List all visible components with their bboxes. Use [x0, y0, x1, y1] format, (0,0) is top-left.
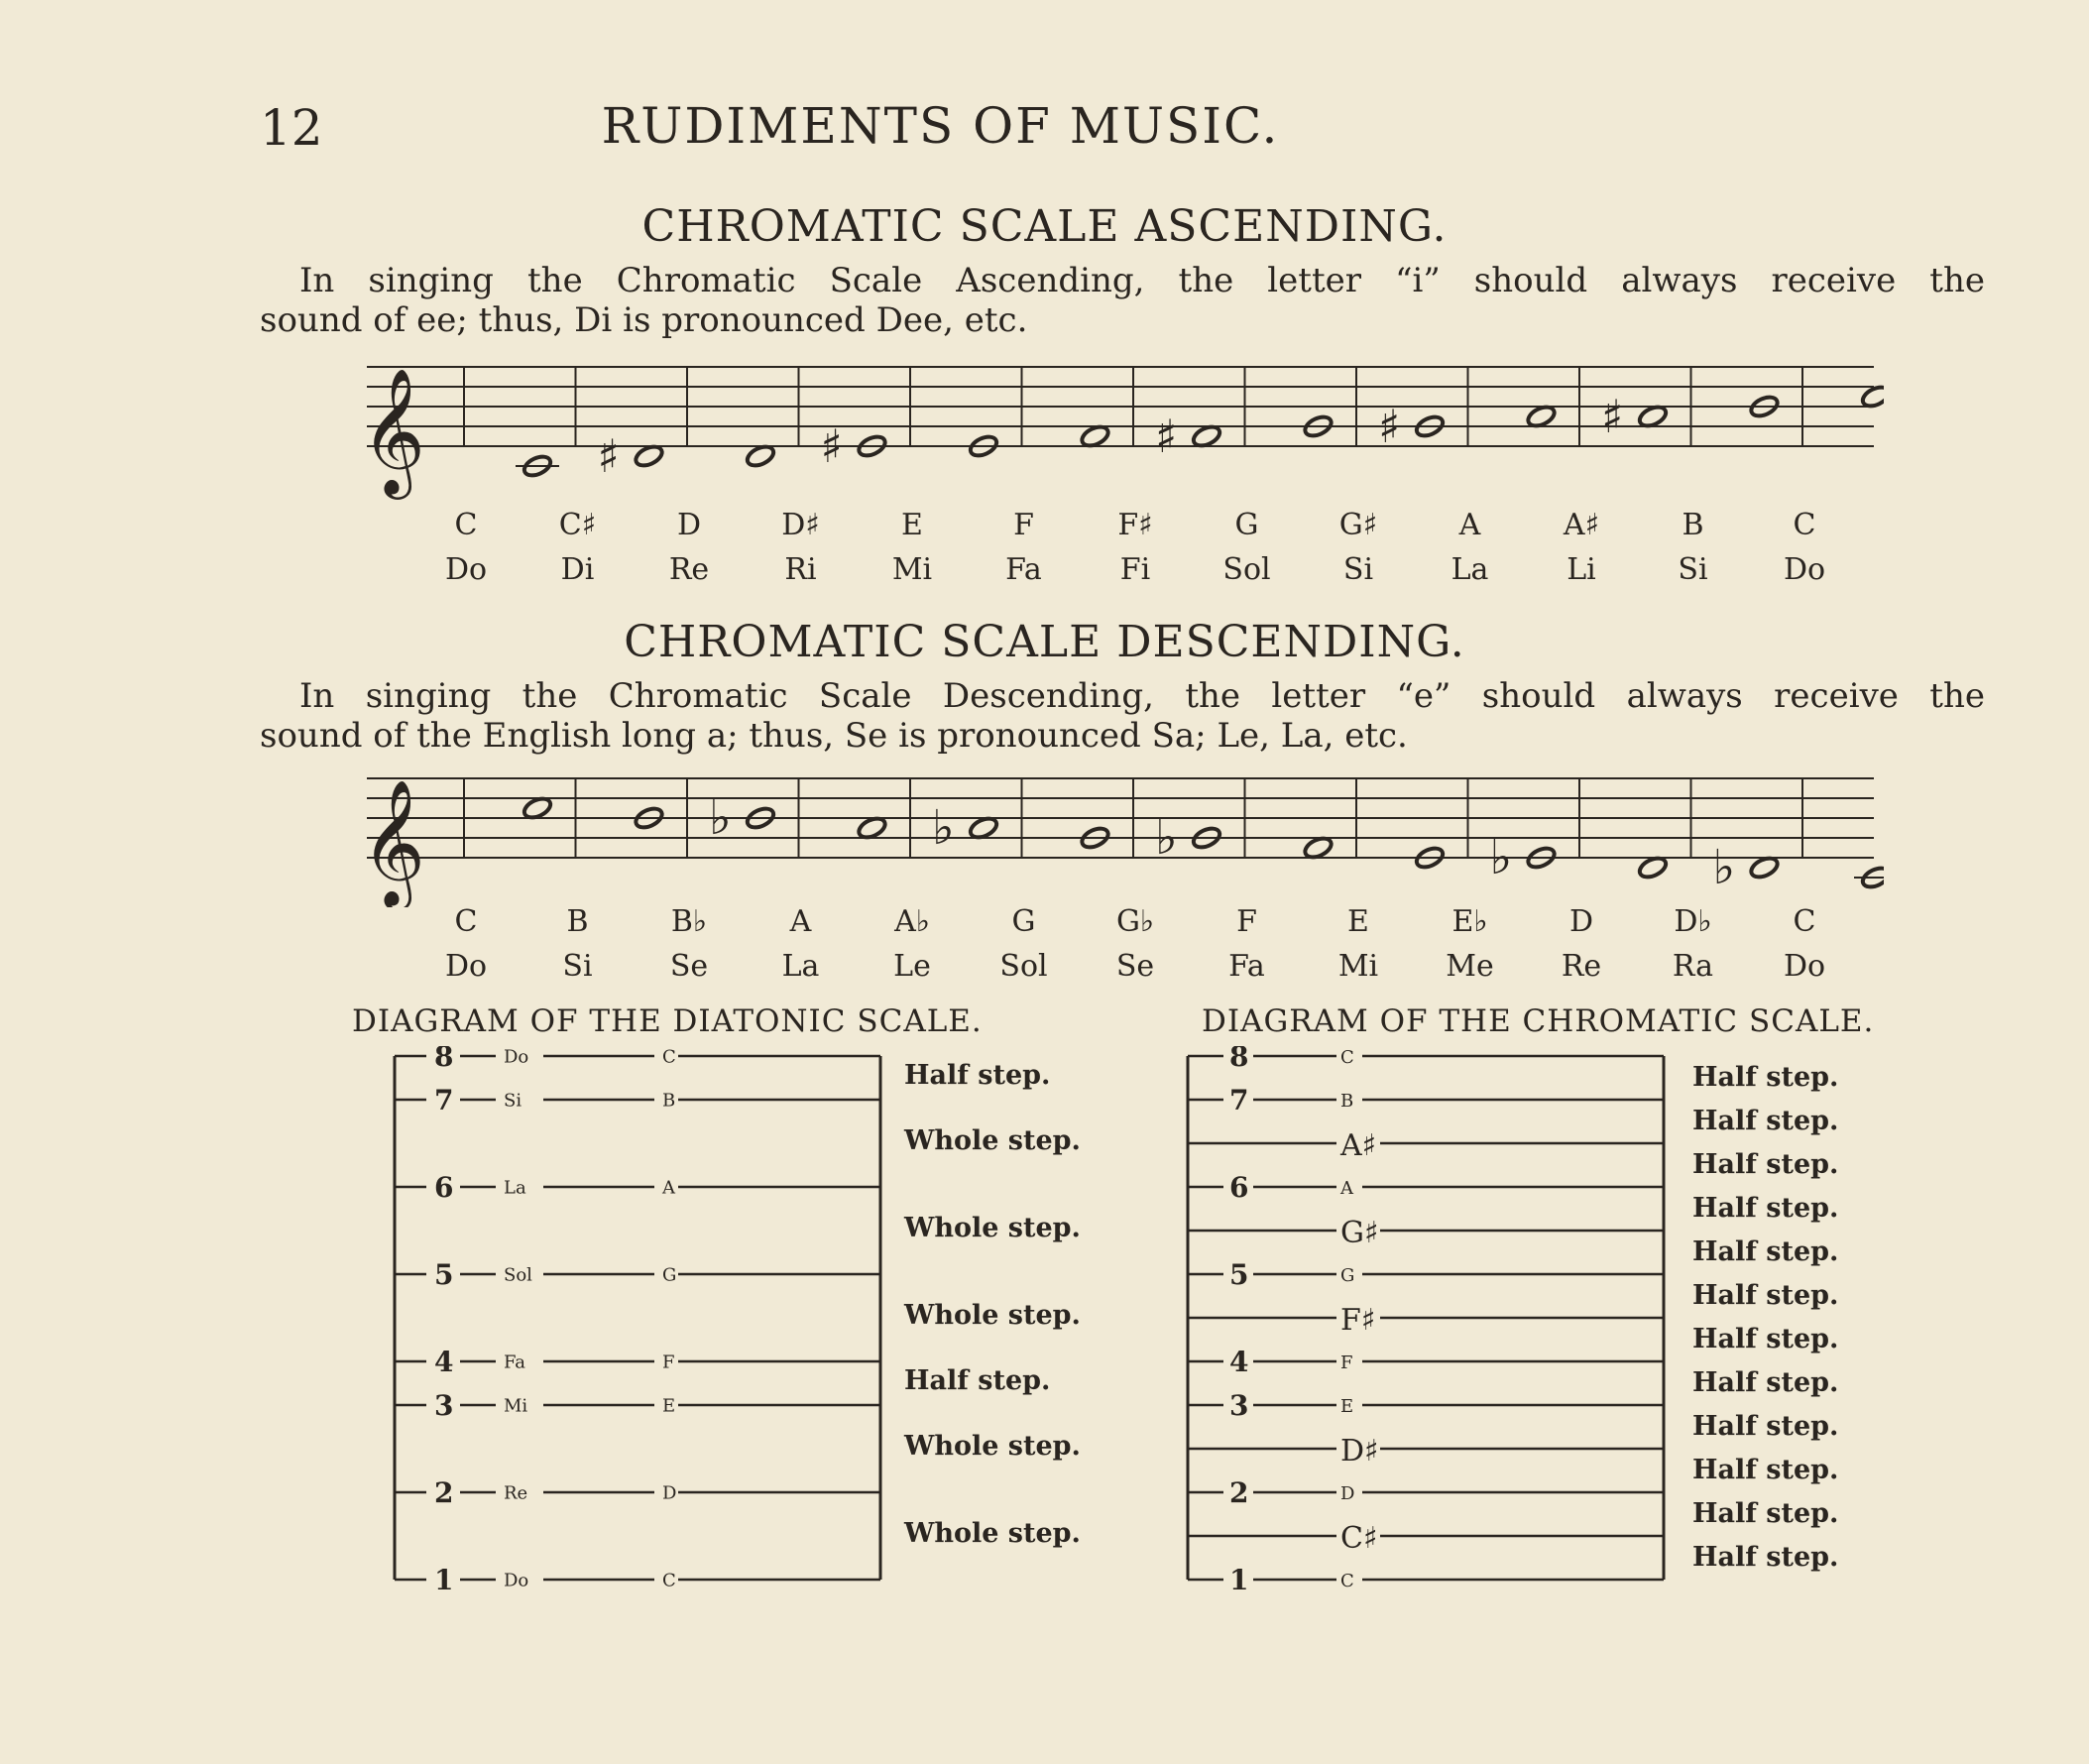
degree-letter: C — [1340, 1571, 1354, 1591]
solfege-syllable: Di — [560, 552, 595, 587]
page-number: 12 — [260, 99, 323, 157]
step-label: Whole step. — [904, 1431, 1081, 1462]
degree-letter: D — [1340, 1483, 1355, 1504]
step-label: Half step. — [1692, 1367, 1839, 1398]
note-name: B — [566, 904, 589, 939]
solfege-syllable: Mi — [891, 552, 933, 587]
step-label: Whole step. — [904, 1518, 1081, 1549]
flat-icon: ♭ — [709, 790, 732, 846]
step-label: Whole step. — [904, 1125, 1081, 1156]
ascending-note-names — [416, 508, 1854, 542]
note-name: E — [1347, 904, 1369, 939]
step-label: Half step. — [1692, 1149, 1839, 1180]
degree-letter: E — [1340, 1396, 1354, 1417]
flat-icon: ♭ — [1155, 810, 1178, 866]
solfege-syllable: Sol — [999, 949, 1048, 984]
note-name: A♯ — [1563, 508, 1600, 542]
degree-letter: F — [662, 1352, 675, 1373]
degree-num: 4 — [434, 1346, 454, 1379]
solfege-syllable: Se — [669, 949, 709, 984]
sharp-icon: ♯ — [820, 419, 843, 473]
note-name: D — [676, 508, 702, 542]
degree-num: 2 — [434, 1476, 454, 1510]
degree-num: 8 — [1229, 1046, 1249, 1073]
note-name: D♯ — [781, 508, 820, 542]
step-label: Half step. — [1692, 1324, 1839, 1354]
step-label: Half step. — [904, 1365, 1051, 1396]
solfege-syllable: Mi — [1337, 949, 1379, 984]
solfege-syllable: Do — [1783, 552, 1826, 587]
flat-icon: ♭ — [932, 800, 955, 856]
solfege-syllable: Re — [1561, 949, 1602, 984]
chromatic-diagram — [1180, 1046, 1676, 1621]
note-name: A — [789, 904, 812, 939]
step-label: Half step. — [1692, 1455, 1839, 1485]
degree-num: 4 — [1229, 1346, 1249, 1378]
step-label: Whole step. — [904, 1300, 1081, 1331]
degree-letter: C♯ — [1340, 1521, 1378, 1556]
note-name: G — [1011, 904, 1036, 939]
degree-num: 6 — [1229, 1171, 1249, 1204]
step-label: Half step. — [1692, 1280, 1839, 1311]
flat-icon: ♭ — [1712, 840, 1736, 895]
step-label: Half step. — [1692, 1193, 1839, 1224]
step-label: Half step. — [1692, 1498, 1839, 1529]
note-name: B♭ — [670, 904, 708, 939]
note-name: G♭ — [1115, 904, 1155, 939]
note-name: E — [901, 508, 923, 542]
solfege-syllable: Fa — [1228, 949, 1265, 984]
degree-letter: G♯ — [1340, 1216, 1379, 1250]
degree-num: 6 — [434, 1171, 454, 1205]
step-label: Half step. — [1692, 1062, 1839, 1093]
step-label: Half step. — [1692, 1106, 1839, 1136]
note-name: D — [1568, 904, 1594, 939]
degree-syllable: Do — [504, 1046, 529, 1068]
ascending-heading: CHROMATIC SCALE ASCENDING. — [641, 201, 1448, 252]
note-name: F — [1013, 508, 1034, 542]
degree-num: 7 — [434, 1084, 454, 1117]
descending-syllables — [416, 949, 1854, 984]
degree-letter: C — [1340, 1047, 1354, 1068]
step-label: Half step. — [904, 1060, 1051, 1091]
flat-icon: ♭ — [1489, 830, 1513, 885]
sharp-icon: ♯ — [1155, 410, 1178, 463]
descending-heading: CHROMATIC SCALE DESCENDING. — [624, 617, 1465, 667]
degree-num: 3 — [434, 1389, 454, 1423]
degree-letter: C — [662, 1570, 676, 1591]
degree-letter: F — [1340, 1352, 1353, 1373]
degree-num: 1 — [1229, 1564, 1249, 1596]
solfege-syllable: Li — [1567, 552, 1596, 587]
degree-letter: A — [662, 1177, 675, 1199]
degree-syllable: Sol — [504, 1264, 532, 1286]
degree-letter: D♯ — [1340, 1434, 1379, 1469]
diatonic-step-labels — [904, 1046, 1152, 1621]
chromatic-step-labels — [1692, 1046, 1920, 1621]
treble-clef-icon: 𝄞 — [361, 778, 426, 905]
degree-letter: A♯ — [1340, 1128, 1377, 1163]
note-name: C — [1793, 508, 1816, 542]
ascending-text — [260, 261, 1985, 340]
note-name: E♭ — [1451, 904, 1488, 939]
degree-letter: B — [662, 1090, 676, 1112]
solfege-syllable: Ri — [784, 552, 817, 587]
degree-letter: C — [662, 1046, 676, 1068]
note-name: C — [454, 508, 478, 542]
solfege-syllable: Re — [668, 552, 710, 587]
degree-letter: G — [1340, 1265, 1355, 1286]
solfege-syllable: Ra — [1672, 949, 1714, 984]
treble-clef-icon: 𝄞 — [361, 367, 426, 494]
degree-num: 3 — [1229, 1389, 1249, 1422]
solfege-syllable: La — [1451, 552, 1489, 587]
solfege-syllable: Si — [1342, 552, 1374, 587]
sharp-icon: ♯ — [1601, 390, 1624, 443]
note-name: G♯ — [1338, 508, 1378, 542]
degree-letter: G — [662, 1264, 677, 1286]
solfege-syllable: La — [781, 949, 820, 984]
note-name: F♯ — [1117, 508, 1153, 542]
note-name: A — [1458, 508, 1481, 542]
degree-syllable: Do — [504, 1570, 529, 1591]
solfege-syllable: Le — [893, 949, 931, 984]
note-name: D♭ — [1674, 904, 1712, 939]
degree-num: 1 — [434, 1564, 454, 1597]
note-name: G — [1234, 508, 1259, 542]
ascending-staff — [357, 337, 1884, 506]
descending-note-names — [416, 904, 1854, 939]
note-name: A♭ — [894, 904, 930, 939]
solfege-syllable: Fi — [1119, 552, 1151, 587]
degree-num: 5 — [1229, 1258, 1249, 1291]
solfege-syllable: Si — [562, 949, 593, 984]
note-name: C — [1793, 904, 1816, 939]
degree-num: 5 — [434, 1258, 454, 1292]
degree-syllable: Fa — [504, 1352, 525, 1373]
note-name: B — [1682, 508, 1704, 542]
degree-letter: D — [662, 1482, 677, 1504]
diatonic-diagram-title: DIAGRAM OF THE DIATONIC SCALE. — [352, 1003, 983, 1039]
solfege-syllable: Si — [1678, 552, 1708, 587]
ascending-text-line2: sound of ee; thus, Di is pronounced Dee, etc. — [260, 300, 1028, 340]
degree-num: 8 — [434, 1046, 454, 1074]
degree-syllable: Si — [504, 1090, 522, 1112]
solfege-syllable: Me — [1446, 949, 1494, 984]
degree-syllable: Re — [504, 1482, 528, 1504]
diatonic-diagram — [387, 1046, 912, 1621]
degree-letter: F♯ — [1340, 1303, 1376, 1338]
descending-text — [260, 676, 1985, 756]
step-label: Whole step. — [904, 1213, 1081, 1243]
degree-num: 7 — [1229, 1084, 1249, 1117]
degree-letter: E — [662, 1395, 676, 1417]
running-head: RUDIMENTS OF MUSIC. — [601, 97, 1280, 155]
descending-staff — [357, 759, 1884, 907]
solfege-syllable: Do — [1783, 949, 1826, 984]
step-label: Half step. — [1692, 1236, 1839, 1267]
step-label: Half step. — [1692, 1542, 1839, 1573]
solfege-syllable: Fa — [1005, 552, 1042, 587]
solfege-syllable: Do — [444, 552, 488, 587]
degree-num: 2 — [1229, 1476, 1249, 1509]
solfege-syllable: Sol — [1222, 552, 1271, 587]
sharp-icon: ♯ — [597, 429, 620, 483]
chromatic-diagram-title: DIAGRAM OF THE CHROMATIC SCALE. — [1202, 1003, 1875, 1039]
degree-letter: B — [1340, 1091, 1354, 1112]
solfege-syllable: Do — [444, 949, 488, 984]
descending-text-line1: In singing the Chromatic Scale Descending, the letter “e” should always receive the — [299, 676, 1985, 716]
ascending-text-line1: In singing the Chromatic Scale Ascending, the letter “i” should always receive the — [299, 261, 1985, 300]
degree-syllable: Mi — [504, 1395, 528, 1417]
degree-syllable: La — [504, 1177, 526, 1199]
ascending-syllables — [416, 552, 1854, 587]
step-label: Half step. — [1692, 1411, 1839, 1442]
note-name: C — [454, 904, 478, 939]
sharp-icon: ♯ — [1378, 400, 1401, 453]
solfege-syllable: Se — [1115, 949, 1155, 984]
descending-text-line2: sound of the English long a; thus, Se is pronounced Sa; Le, La, etc. — [260, 716, 1408, 756]
note-name: C♯ — [558, 508, 597, 542]
note-name: F — [1236, 904, 1257, 939]
degree-letter: A — [1340, 1178, 1353, 1199]
